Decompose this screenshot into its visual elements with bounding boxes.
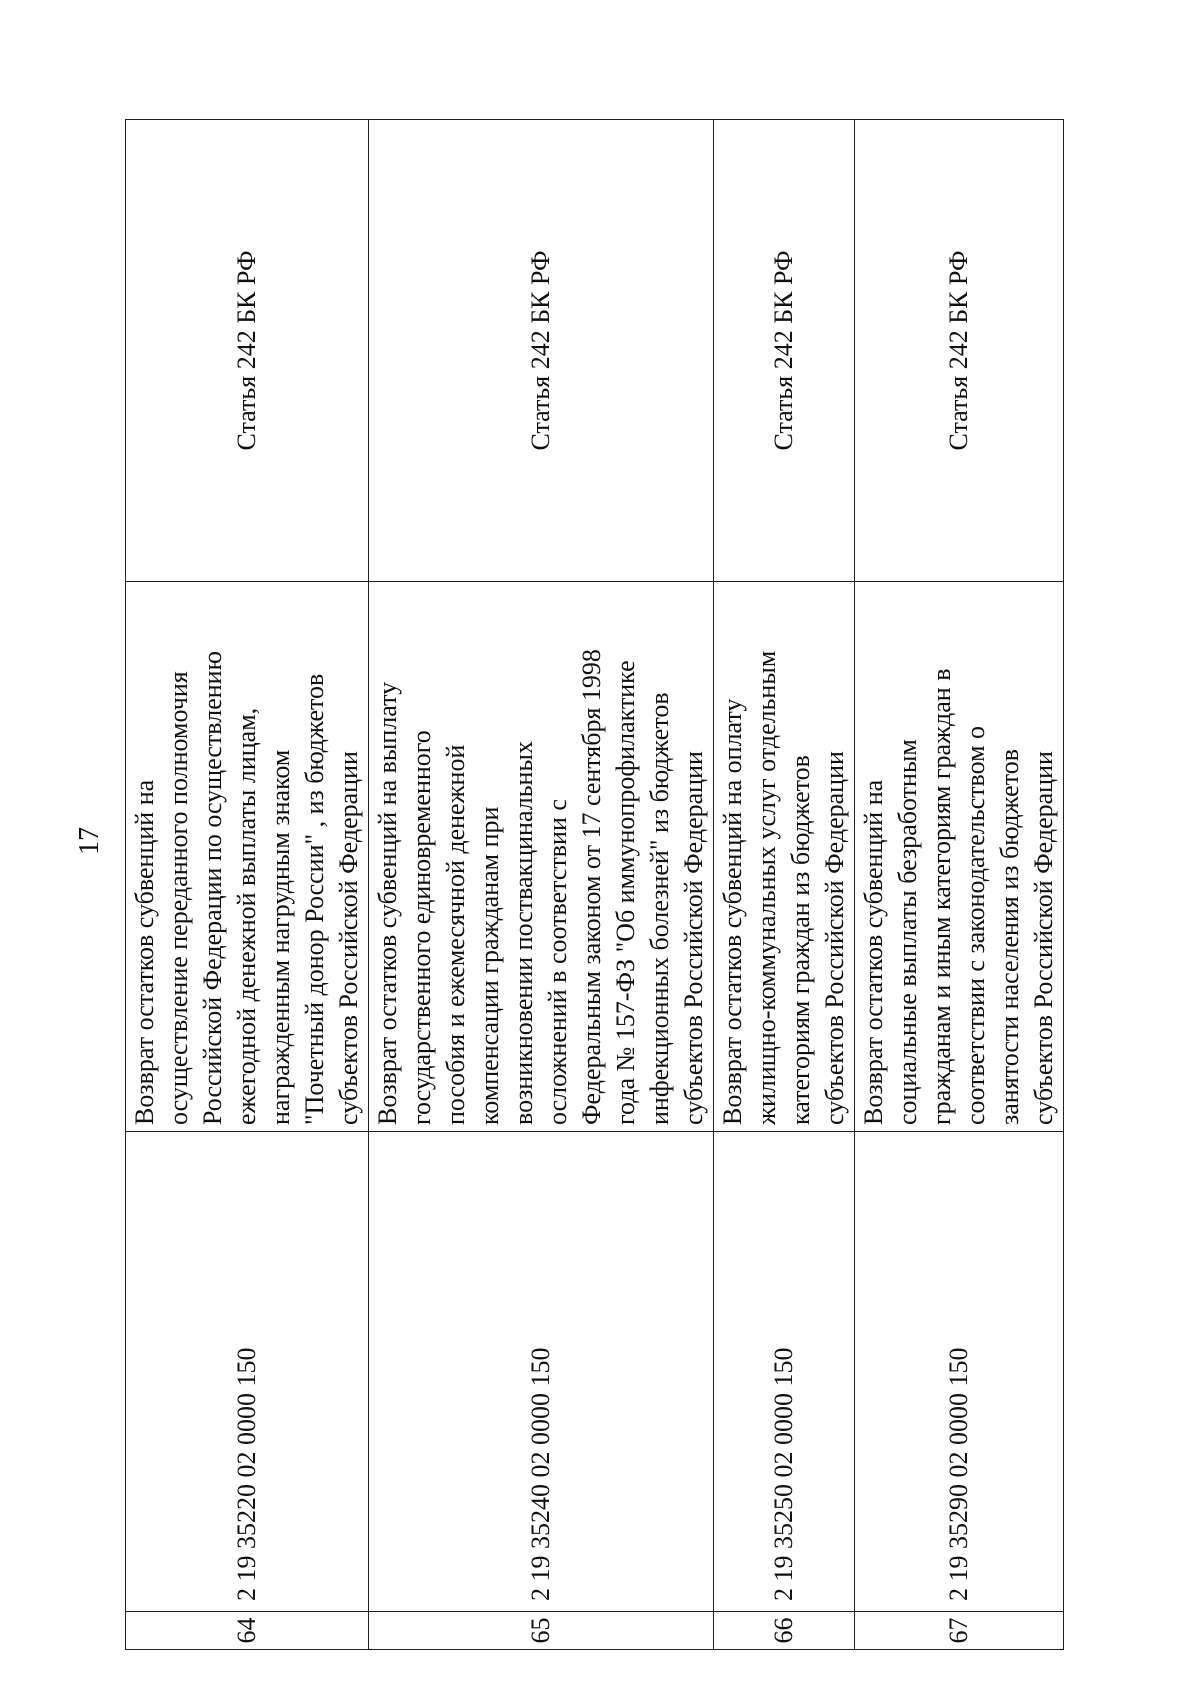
legal-basis: Статья 242 БК РФ [369, 120, 714, 582]
budget-code: 2 19 35240 02 0000 150 [369, 1132, 714, 1612]
row-description: Возврат остатков субвенций на оплату жилищно-коммунальных услуг отдельным категориям граждан из бюджетов субъектов Российской Федерации [714, 582, 855, 1132]
budget-code: 2 19 35290 02 0000 150 [855, 1132, 1064, 1612]
row-description: Возврат остатков субвенций на осуществление переданного полномочия Российской Федерации по осуществлению ежегодной денежной выплаты лицам, награжденным нагрудным знаком "Почетный донор России" , из бюджетов субъектов Российской Федерации [126, 582, 369, 1132]
budget-code: 2 19 35220 02 0000 150 [126, 1132, 369, 1612]
row-number: 67 [855, 1612, 1064, 1650]
row-description: Возврат остатков субвенций на социальные выплаты безработным гражданам и иным категориям граждан в соответствии с законодательством о занятости населения из бюджетов субъектов Российской Федерации [855, 582, 1064, 1132]
table-row [714, 120, 855, 1650]
row-description: Возврат остатков субвенций на выплату государственного единовременного пособия и ежемесячной денежной компенсации гражданам при возникновении поствакцинальных осложнений в соответствии с Федеральным законом от 17 сентября 1998 года № 157-ФЗ "Об иммунопрофилактике инфекционных болезней" из бюджетов субъектов Российской Федерации [369, 582, 714, 1132]
row-number: 65 [369, 1612, 714, 1650]
table-row [369, 120, 714, 1650]
table-row [126, 120, 369, 1650]
document-table-rotated [125, 120, 1058, 1650]
legal-basis: Статья 242 БК РФ [855, 120, 1064, 582]
row-number: 66 [714, 1612, 855, 1650]
legal-basis: Статья 242 БК РФ [714, 120, 855, 582]
page-number: 17 [74, 827, 105, 855]
legal-basis: Статья 242 БК РФ [126, 120, 369, 582]
table-row [855, 120, 1064, 1650]
budget-code: 2 19 35250 02 0000 150 [714, 1132, 855, 1612]
row-number: 64 [126, 1612, 369, 1650]
budget-code-table [125, 119, 1064, 1650]
